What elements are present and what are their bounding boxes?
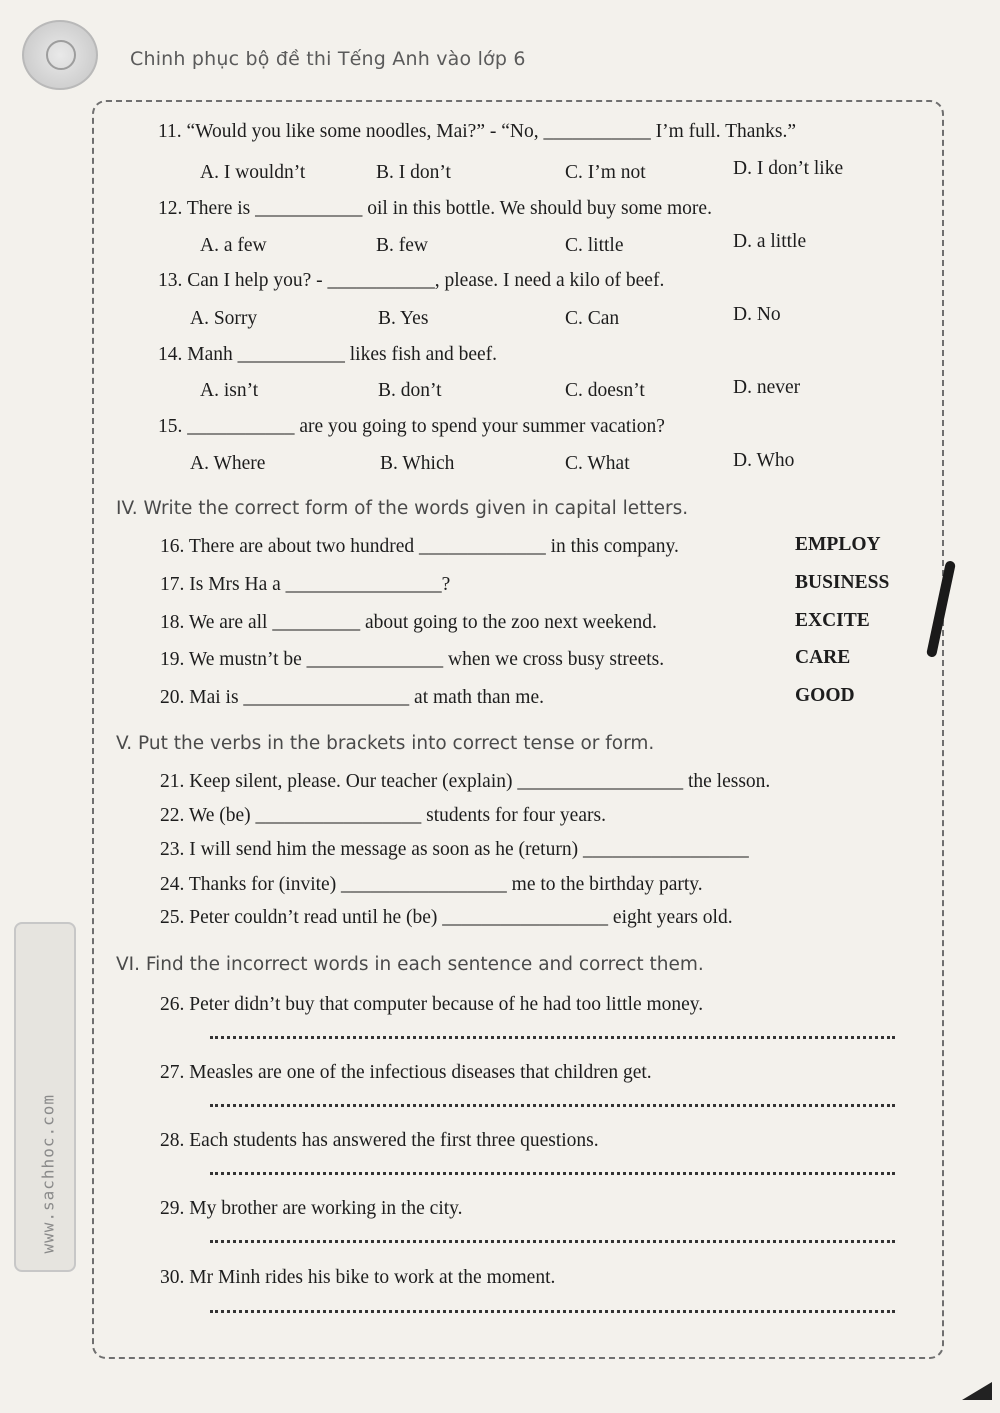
question-19: 19. We mustn’t be ______________ when we cross busy streets. — [160, 649, 665, 670]
answer-line-27[interactable] — [210, 1104, 895, 1107]
section-iv-heading: IV. Write the correct form of the words given in capital letters. — [116, 498, 689, 519]
option-13-d: D. No — [733, 304, 781, 325]
side-stamp — [14, 922, 76, 1272]
option-14-b: B. don’t — [378, 380, 442, 401]
section-v-heading: V. Put the verbs in the brackets into correct tense or form. — [116, 733, 655, 754]
question-25: 25. Peter couldn’t read until he (be) _________________ eight years old. — [160, 907, 733, 928]
question-13: 13. Can I help you? - ___________, please. I need a kilo of beef. — [158, 270, 665, 291]
option-12-a: A. a few — [200, 235, 267, 256]
question-12: 12. There is ___________ oil in this bottle. We should buy some more. — [158, 198, 712, 219]
option-11-a: A. I wouldn’t — [200, 162, 306, 183]
option-15-c: C. What — [565, 453, 630, 474]
question-18: 18. We are all _________ about going to the zoo next weekend. — [160, 612, 657, 633]
question-30: 30. Mr Minh rides his bike to work at the moment. — [160, 1267, 556, 1288]
answer-line-28[interactable] — [210, 1172, 895, 1175]
option-14-a: A. isn’t — [200, 380, 259, 401]
section-vi-heading: VI. Find the incorrect words in each sentence and correct them. — [116, 954, 704, 975]
option-15-d: D. Who — [733, 450, 795, 471]
option-13-c: C. Can — [565, 308, 620, 329]
question-23: 23. I will send him the message as soon as he (return) _________________ — [160, 839, 749, 860]
question-26: 26. Peter didn’t buy that computer because of he had too little money. — [160, 994, 704, 1015]
option-14-c: C. doesn’t — [565, 380, 645, 401]
question-29: 29. My brother are working in the city. — [160, 1198, 463, 1219]
option-12-d: D. a little — [733, 231, 807, 252]
page-header-title: Chinh phục bộ đề thi Tếng Anh vào lớp 6 — [130, 48, 526, 70]
side-stamp-text: www.sachhoc.com — [38, 1094, 58, 1254]
option-13-a: A. Sorry — [190, 308, 258, 329]
option-11-b: B. I don’t — [376, 162, 451, 183]
question-21: 21. Keep silent, please. Our teacher (explain) _________________ the lesson. — [160, 771, 771, 792]
question-15: 15. ___________ are you going to spend your summer vacation? — [158, 416, 665, 437]
option-14-d: D. never — [733, 377, 801, 398]
corner-mark — [962, 1382, 992, 1400]
option-15-a: A. Where — [190, 453, 266, 474]
question-20: 20. Mai is _________________ at math than me. — [160, 687, 545, 708]
question-14: 14. Manh ___________ likes fish and beef. — [158, 344, 498, 365]
option-12-b: B. few — [376, 235, 428, 256]
answer-line-29[interactable] — [210, 1240, 895, 1243]
keyword-17: BUSINESS — [795, 572, 890, 593]
question-16: 16. There are about two hundred _____________ in this company. — [160, 536, 679, 557]
answer-line-26[interactable] — [210, 1036, 895, 1039]
publisher-logo — [22, 20, 98, 90]
question-27: 27. Measles are one of the infectious diseases that children get. — [160, 1062, 652, 1083]
option-15-b: B. Which — [380, 453, 455, 474]
option-11-c: C. I’m not — [565, 162, 646, 183]
keyword-20: GOOD — [795, 685, 855, 706]
option-11-d: D. I don’t like — [733, 158, 844, 179]
keyword-16: EMPLOY — [795, 534, 881, 555]
keyword-19: CARE — [795, 647, 851, 668]
question-22: 22. We (be) _________________ students for four years. — [160, 805, 606, 826]
keyword-18: EXCITE — [795, 610, 870, 631]
question-24: 24. Thanks for (invite) _________________ me to the birthday party. — [160, 874, 703, 895]
question-28: 28. Each students has answered the first three questions. — [160, 1130, 599, 1151]
option-13-b: B. Yes — [378, 308, 429, 329]
question-17: 17. Is Mrs Ha a ________________? — [160, 574, 451, 595]
option-12-c: C. little — [565, 235, 624, 256]
question-11: 11. “Would you like some noodles, Mai?” - “No, ___________ I’m full. Thanks.” — [158, 121, 797, 142]
answer-line-30[interactable] — [210, 1310, 895, 1313]
